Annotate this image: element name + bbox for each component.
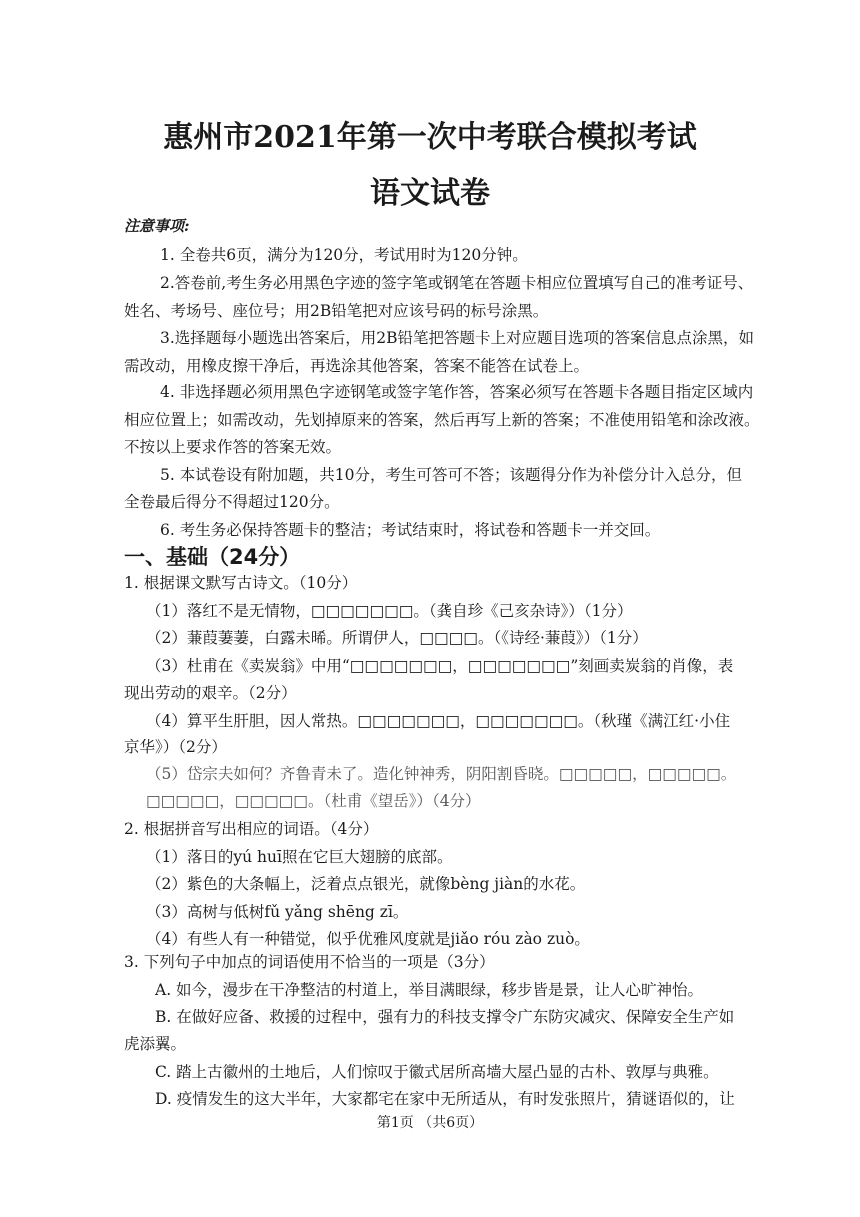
notice-line: 6. 考生务必保持答题卡的整洁；考试结束时，将试卷和答题卡一并交回。 bbox=[160, 521, 661, 539]
option-d: D. 疫情发生的这大半年，大家都宅在家中无所适从，有时发张照片，猜谜语似的，让 bbox=[155, 1090, 735, 1108]
question-stem: 3. 下列句子中加点的词语使用不恰当的一项是（3分） bbox=[124, 953, 495, 971]
notice-line: 3.选择题每小题选出答案后，用2B铅笔把答题卡上对应题目选项的答案信息点涂黑，如 bbox=[160, 329, 755, 347]
page-footer: 第1页 （共6页） bbox=[376, 1115, 484, 1131]
question-item: 京华》）（2分） bbox=[124, 738, 227, 756]
question-stem: 2. 根据拼音写出相应的词语。（4分） bbox=[124, 820, 379, 838]
notice-line: 2.答卷前,考生务必用黑色字迹的签字笔或钢笔在答题卡相应位置填写自己的准考证号、 bbox=[160, 274, 754, 292]
option-c: C. 踏上古徽州的土地后，人们惊叹于徽式居所高墙大屋凸显的古朴、敦厚与典雅。 bbox=[155, 1063, 719, 1081]
option-b-cont: 虎添翼。 bbox=[124, 1035, 187, 1053]
notice-line: 全卷最后得分不得超过120分。 bbox=[124, 493, 340, 511]
question-item: （5）岱宗夫如何？齐鲁青未了。造化钟神秀，阴阳割昏晓。□□□□□，□□□□□。 bbox=[146, 765, 737, 783]
question-item: （4）算平生肝胆，因人常热。□□□□□□□，□□□□□□□。（秋瑾《满江红·小住 bbox=[146, 712, 731, 730]
option-a: A. 如今，漫步在干净整洁的村道上，举目满眼绿，移步皆是景，让人心旷神怡。 bbox=[155, 981, 704, 999]
question-item: （2）紫色的大条幅上，泛着点点银光，就像bèng jiàn的水花。 bbox=[146, 875, 586, 893]
question-item: （4）有些人有一种错觉，似乎优雅风度就是jiǎo róu zào zuò。 bbox=[146, 930, 590, 948]
notice-line: 不按以上要求作答的答案无效。 bbox=[124, 438, 342, 456]
question-item: （1）落红不是无情物，□□□□□□□。（龚自珍《己亥杂诗》）（1分） bbox=[146, 602, 633, 620]
notice-line: 姓名、考场号、座位号；用2B铅笔把对应该号码的标号涂黑。 bbox=[124, 302, 549, 320]
question-item: （2）蒹葭萋萋，白露未晞。所谓伊人，□□□□。（《诗经·蒹葭》）（1分） bbox=[146, 629, 648, 647]
question-item: □□□□□，□□□□□。（杜甫《望岳》）（4分） bbox=[146, 792, 481, 810]
exam-subtitle: 语文试卷 bbox=[370, 176, 490, 211]
question-item: 现出劳动的艰辛。（2分） bbox=[124, 684, 297, 702]
notice-line: 需改动，用橡皮擦干净后，再选涂其他答案，答案不能答在试卷上。 bbox=[124, 357, 590, 375]
notice-line: 1. 全卷共6页，满分为120分，考试用时为120分钟。 bbox=[160, 246, 528, 264]
question-item: （3）高树与低树fǔ yǎng shēng zī。 bbox=[146, 903, 409, 921]
question-stem: 1. 根据课文默写古诗文。（10分） bbox=[124, 574, 358, 592]
exam-title: 惠州市2021年第一次中考联合模拟考试 bbox=[163, 120, 697, 155]
notice-heading: 注意事项: bbox=[124, 217, 190, 235]
section-heading: 一、基础（24分） bbox=[124, 545, 301, 569]
question-item: （3）杜甫在《卖炭翁》中用“□□□□□□□，□□□□□□□”刻画卖炭翁的肖像，表 bbox=[146, 657, 734, 675]
notice-line: 4. 非选择题必须用黑色字迹钢笔或签字笔作答，答案必须写在答题卡各题目指定区域内 bbox=[160, 383, 754, 401]
question-item: （1）落日的yú huī照在它巨大翅膀的底部。 bbox=[146, 848, 453, 866]
notice-line: 相应位置上；如需改动，先划掉原来的答案，然后再写上新的答案；不准使用铅笔和涂改液。 bbox=[124, 411, 760, 429]
option-b: B. 在做好应备、救援的过程中，强有力的科技支撑令广东防灾减灾、保障安全生产如 bbox=[155, 1008, 735, 1026]
notice-line: 5. 本试卷设有附加题，共10分，考生可答可不答；该题得分作为补偿分计入总分，但 bbox=[160, 466, 742, 484]
